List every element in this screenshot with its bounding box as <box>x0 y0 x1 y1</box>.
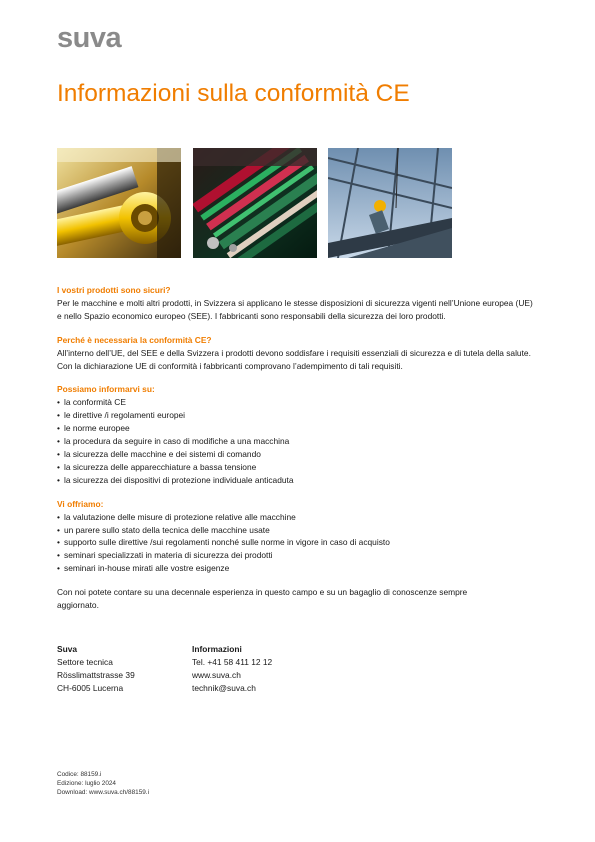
list-item: • seminari in-house mirati alle vostre esigenze <box>57 562 537 575</box>
contact-suva <box>57 643 135 695</box>
contact-heading: Suva <box>57 644 78 654</box>
section-text: All’interno dell’UE, del SEE e della Svizzera i prodotti devono soddisfare i requisiti essenziali di sicurezza e di tutela della salute. Con la dichiarazione UE di conformità i fabbricanti comprovano l’adempimento di tali requisiti. <box>57 347 531 371</box>
footer-edition: Edizione: luglio 2024 <box>57 780 116 788</box>
list-item: • la procedura da seguire in caso di modifiche a una macchina <box>57 435 537 448</box>
contact-line: CH-6005 Lucerna <box>57 683 124 693</box>
circuit-board-photo <box>193 148 317 258</box>
list-item: • le norme europee <box>57 422 537 435</box>
main-content <box>57 284 537 612</box>
list-item: • seminari specializzati in materia di sicurezza dei prodotti <box>57 549 537 562</box>
phone-number: Tel. +41 58 411 12 12 <box>192 657 273 667</box>
list-item: • la conformità CE <box>57 396 537 409</box>
machinery-photo <box>57 148 181 258</box>
section-heading: Vi offriamo: <box>57 498 104 509</box>
list-item: • la sicurezza delle apparecchiature a bassa tensione <box>57 461 537 474</box>
email-link[interactable]: technik@suva.ch <box>192 683 256 693</box>
section-information <box>57 383 537 486</box>
section-heading: Perché è necessaria la conformità CE? <box>57 334 212 345</box>
section-offers <box>57 498 537 575</box>
contact-information <box>192 643 272 695</box>
section-safety <box>57 284 537 323</box>
contact-line: Settore tecnica <box>57 657 113 667</box>
footer-code: Codice: 88159.i <box>57 771 102 778</box>
list-item: • un parere sullo stato della tecnica delle macchine usate <box>57 524 537 537</box>
section-text: Per le macchine e molti altri prodotti, in Svizzera si applicano le stesse disposizioni di sicurezza vigenti nell’Unione europea (UE) e nello Spazio economico europeo (SEE). I fabbricanti sono responsabili della sicurezza dei loro prodotti. <box>57 297 533 321</box>
section-heading: I vostri prodotti sono sicuri? <box>57 285 171 295</box>
page-title: Informazioni sulla conformità CE <box>57 80 410 107</box>
list-item: • le direttive /i regolamenti europei <box>57 409 537 422</box>
list-item: • supporto sulle direttive /sui regolamenti nonché sulle norme in vigore in caso di acquisto <box>57 536 537 549</box>
section-heading: Possiamo informarvi su: <box>57 384 155 395</box>
offers-list <box>57 511 537 576</box>
website-link[interactable]: www.suva.ch <box>192 670 241 680</box>
contact-line: Rösslimattstrasse 39 <box>57 670 135 680</box>
footer <box>57 770 149 798</box>
worker-photo <box>328 148 452 258</box>
contact-heading: Informazioni <box>192 644 242 654</box>
list-item: • la sicurezza delle macchine e dei sistemi di comando <box>57 448 537 461</box>
section-why-ce <box>57 334 537 373</box>
closing-text: Con noi potete contare su una decennale esperienza in questo campo e su un bagaglio di conoscenze sempre aggiornato. <box>57 587 468 611</box>
list-item: • la valutazione delle misure di protezione relative alle macchine <box>57 511 537 524</box>
information-list <box>57 396 537 486</box>
footer-download[interactable]: Download: www.suva.ch/88159.i <box>57 789 150 797</box>
suva-logo: suva <box>57 22 122 54</box>
list-item: • la sicurezza dei dispositivi di protezione individuale anticaduta <box>57 474 537 487</box>
